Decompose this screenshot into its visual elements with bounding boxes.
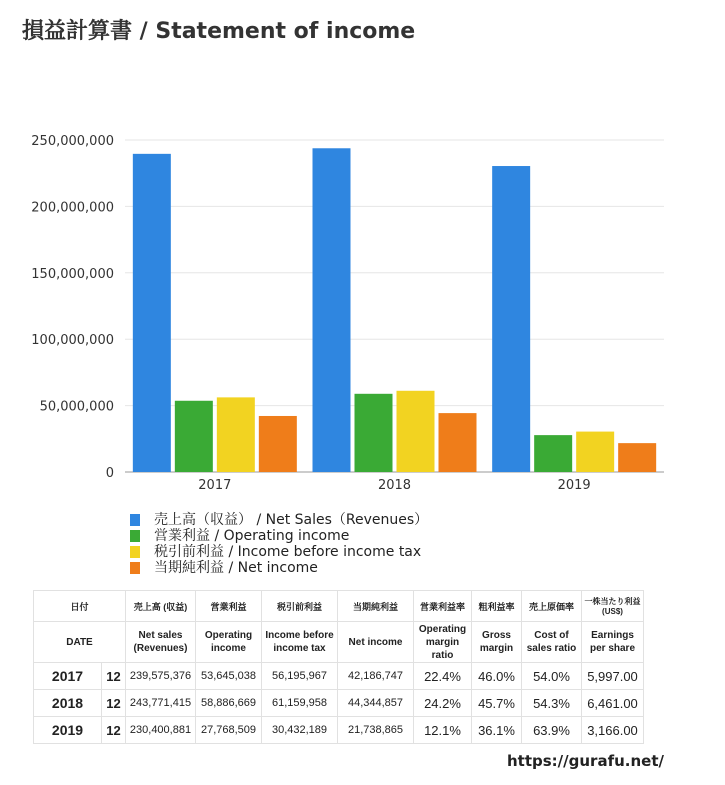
chart-legend [130,512,428,576]
th-net-income-en: Net income [338,622,414,663]
cell-operating-margin: 22.4% [414,663,472,690]
cell-operating-income: 53,645,038 [196,663,262,690]
table-row [34,690,644,717]
cell-cost-of-sales: 54.3% [522,690,582,717]
legend-swatch-operating-income [130,530,140,542]
y-tick-label: 100,000,000 [31,333,114,349]
th-operating-margin-ja: 営業利益率 [414,591,472,622]
cell-net-income: 42,186,747 [338,663,414,690]
bar-net-income [439,413,477,472]
legend-label-net-sales: 売上高（収益） / Net Sales（Revenues） [154,512,429,528]
cell-eps: 6,461.00 [582,690,644,717]
bar-operating-income [534,435,572,472]
cell-month: 12 [102,717,126,744]
cell-net-sales: 243,771,415 [126,690,196,717]
th-eps-en: Earnings per share [582,622,644,663]
legend-label-operating-income: 営業利益 / Operating income [154,528,350,544]
cell-month: 12 [102,663,126,690]
bar-operating-income [355,394,393,472]
th-date-ja: 日付 [34,591,126,622]
th-date-en: DATE [34,622,126,663]
th-operating-income-en: Operating income [196,622,262,663]
cell-operating-margin: 12.1% [414,717,472,744]
legend-item-operating-income [130,528,428,544]
th-gross-margin-en: Gross margin [472,622,522,663]
th-operating-margin-en: Operating margin ratio [414,622,472,663]
bar-income-before-tax [576,432,614,472]
cell-income-before-tax: 56,195,967 [262,663,338,690]
x-tick-label: 2017 [198,478,232,493]
x-tick-label: 2018 [377,478,412,493]
y-tick-label: 0 [105,466,114,481]
cell-net-sales: 230,400,881 [126,717,196,744]
cell-net-income: 21,738,865 [338,717,414,744]
th-net-sales-en: Net sales (Revenues) [126,622,196,663]
cell-operating-income: 27,768,509 [196,717,262,744]
th-income-before-tax-en: Income before income tax [262,622,338,663]
y-tick-label: 150,000,000 [31,266,114,282]
page-title: 損益計算書 / Statement of income [22,19,416,44]
legend-label-income-before-tax: 税引前利益 / Income before income tax [154,544,422,560]
bar-income-before-tax [397,391,435,472]
bar-net-income [618,443,656,472]
table-header-en [34,622,644,663]
table-row [34,717,644,744]
cell-net-sales: 239,575,376 [126,663,196,690]
table-header-ja [34,591,644,622]
legend-swatch-net-income [130,562,140,574]
legend-swatch-income-before-tax [130,546,140,558]
th-operating-income-ja: 営業利益 [196,591,262,622]
financial-table-wrapper [33,590,644,744]
cell-month: 12 [102,690,126,717]
bar-operating-income [175,401,213,472]
cell-income-before-tax: 30,432,189 [262,717,338,744]
financial-table [33,590,644,744]
x-tick-label: 2019 [557,478,591,493]
legend-item-net-sales [130,512,428,528]
cell-eps: 3,166.00 [582,717,644,744]
legend-item-income-before-tax [130,544,428,560]
cell-year: 2019 [34,717,102,744]
cell-cost-of-sales: 63.9% [522,717,582,744]
y-tick-label: 200,000,000 [31,200,114,216]
y-tick-label: 50,000,000 [39,399,114,415]
cell-eps: 5,997.00 [582,663,644,690]
cell-operating-income: 58,886,669 [196,690,262,717]
legend-item-net-income [130,560,428,576]
legend-swatch-net-sales [130,514,140,526]
cell-year: 2018 [34,690,102,717]
cell-gross-margin: 46.0% [472,663,522,690]
th-cost-of-sales-en: Cost of sales ratio [522,622,582,663]
cell-operating-margin: 24.2% [414,690,472,717]
table-row [34,663,644,690]
cell-year: 2017 [34,663,102,690]
legend-label-net-income: 当期純利益 / Net income [154,560,318,576]
y-tick-label: 250,000,000 [31,134,114,149]
bar-net-sales [313,148,351,472]
th-income-before-tax-ja: 税引前利益 [262,591,338,622]
th-net-sales-ja: 売上高 (収益) [126,591,196,622]
th-eps-ja: 一株当たり利益 (US$) [582,591,644,622]
bar-income-before-tax [217,397,255,472]
th-cost-of-sales-ja: 売上原価率 [522,591,582,622]
bar-chart [0,120,725,500]
th-net-income-ja: 当期純利益 [338,591,414,622]
cell-gross-margin: 36.1% [472,717,522,744]
cell-gross-margin: 45.7% [472,690,522,717]
bar-net-sales [133,154,171,472]
bar-net-sales [492,166,530,472]
footer-url-link[interactable]: https://gurafu.net/ [507,752,664,770]
cell-income-before-tax: 61,159,958 [262,690,338,717]
cell-cost-of-sales: 54.0% [522,663,582,690]
bar-net-income [259,416,297,472]
cell-net-income: 44,344,857 [338,690,414,717]
th-gross-margin-ja: 粗利益率 [472,591,522,622]
